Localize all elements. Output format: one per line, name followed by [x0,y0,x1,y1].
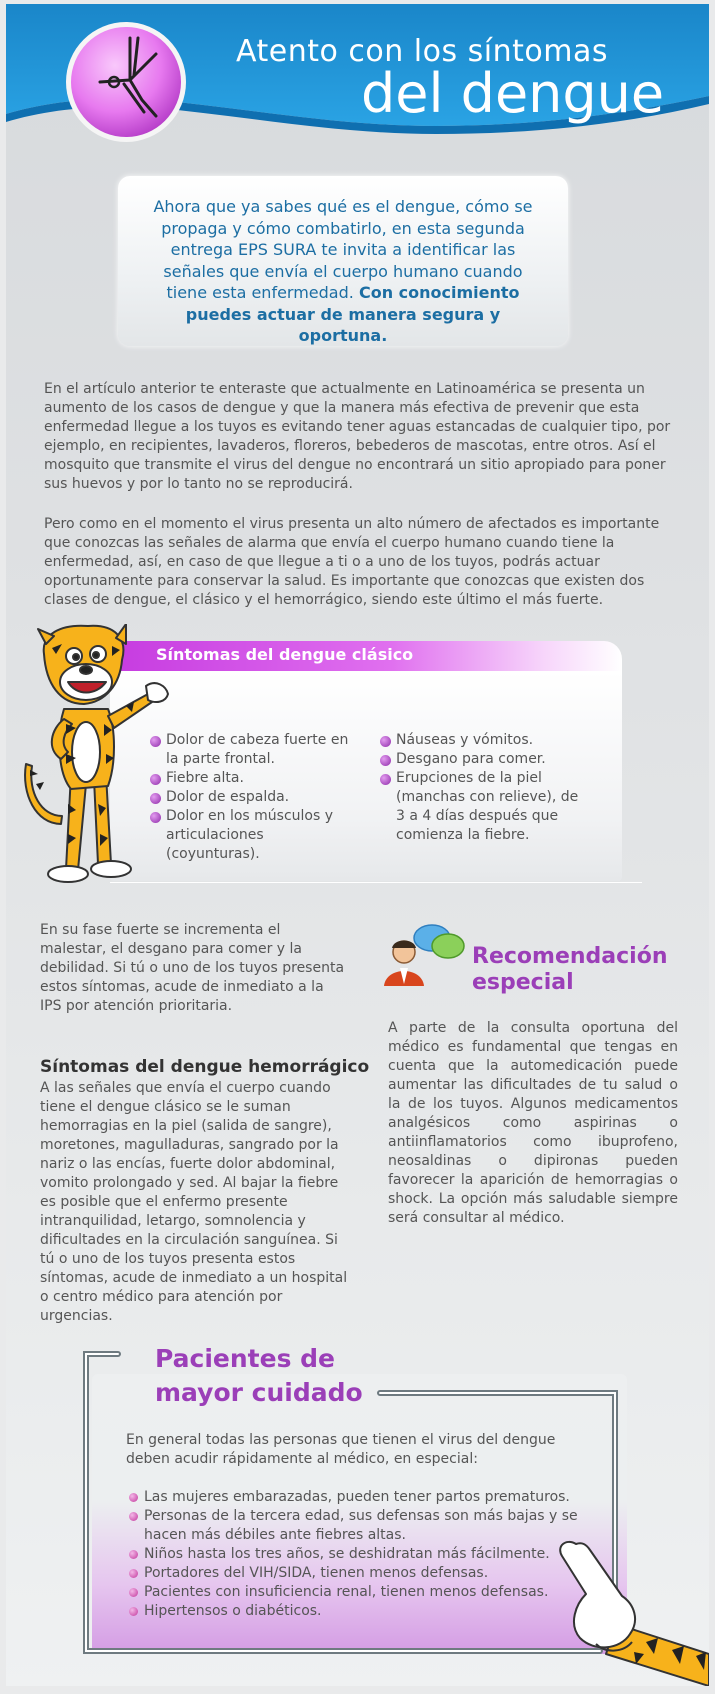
bullet-icon [129,1493,138,1502]
header-title-line2: del dengue [361,62,665,125]
classic-symptoms-list-right [380,731,590,845]
classic-symptoms-title: Síntomas del dengue clásico [156,645,414,664]
bullet-icon [380,736,391,747]
infographic-page [6,4,709,1686]
tiger-mascot-icon [16,624,181,889]
divider [110,882,642,883]
bullet-icon [129,1607,138,1616]
list-item: Dolor de cabeza fuerte en la parte frontal. [150,731,350,769]
list-item: Dolor en los músculos y articulaciones (coyunturas). [150,807,350,864]
list-item: Las mujeres embarazadas, pueden tener partos prematuros. [128,1488,598,1507]
hemorragico-text: A las señales que envía el cuerpo cuando tiene el dengue clásico se le suman hemorragias en la piel (salida de sangre), moretones, magulladuras, sangrado por la nariz o las encías, fuerte dolor abdominal, vomito prolongado y sed. Al bajar la fiebre es posible que el enfermo presente intranquilidad, letargo, somnolencia y dificultades en la circulación sanguínea. Si tú o uno de los tuyos presenta estos síntomas, acude de inmediato a un hospital o centro médico para atención por urgencias. [40,1080,348,1324]
list-item: Personas de la tercera edad, sus defensas son más bajas y se hacen más débiles ante fiebres altas. [128,1507,598,1545]
list-item: Erupciones de la piel (manchas con relieve), de 3 a 4 días después que comienza la fiebre. [380,769,590,845]
recomendacion-title: Recomendación especial [472,944,668,995]
bullet-icon [380,774,391,785]
tiger-paw-icon [546,1534,709,1686]
list-item: Fiebre alta. [150,769,350,788]
list-item: Dolor de espalda. [150,788,350,807]
intro-highlight: Con conocimiento puedes actuar de manera segura y oportuna. [185,283,520,345]
classic-symptoms-panel [110,641,622,881]
paragraph-1: En el artículo anterior te enteraste que actualmente en Latinoamérica se presenta un aumento de los casos de dengue y que la manera más efectiva de prevenir que esta enfermedad llegue a los tuyos es evitando tener aguas estancadas de cualquier tipo, por ejemplo, en recipientes, lavaderos, floreros, bebederos de mascotas, entre otros. Así el mosquito que transmite el virus del dengue no encontrará un sitio apropiado para poner sus huevos y por lo tanto no se reproducirá. [44,381,671,492]
list-item: Niños hasta los tres años, se deshidratan más fácilmente. [128,1545,598,1564]
list-item: Portadores del VIH/SIDA, tienen menos defensas. [128,1564,598,1583]
pacientes-intro: En general todas las personas que tienen el virus del dengue deben acudir rápidamente al médico, en especial: [126,1432,556,1467]
paragraph-2: Pero como en el momento el virus presenta un alto número de afectados es importante que conozcas las señales de alarma que envía el cuerpo humano cuando tiene la enfermedad, así, en caso de que llegue a ti o a uno de los tuyos, podrás actuar oportunamente para conservar la salud. Es importante que conozcas que existen dos clases de dengue, el clásico y el hemorrágico, siendo este último el más fuerte. [44,516,660,608]
header-title-line1: Atento con los síntomas [236,34,608,69]
recomendacion-text: A parte de la consulta oportuna del médico es fundamental que tengas en cuenta que la automedicación puede aumentar las dificultades de tu salud o la de los tuyos. Algunos medicamentos analgésicos como aspirinas o antiinflamatorios como ibuprofeno, neosaldinas o dipironas pueden favorecer la aparición de hemorragias o shock. La opción más saludable siempre será consultar al médico. [388,1020,678,1226]
pacientes-title: Pacientes de mayor cuidado [155,1344,363,1407]
bullet-icon [129,1588,138,1597]
list-item: Desgano para comer. [380,750,590,769]
pacientes-list [128,1488,598,1621]
list-item: Náuseas y vómitos. [380,731,590,750]
bullet-icon [129,1569,138,1578]
mosquito-icon [64,20,189,145]
fase-fuerte-text: En su fase fuerte se incrementa el malestar, el desgano para comer y la debilidad. Si tú o uno de los tuyos presenta estos síntomas, acude de inmediato a la IPS por atención prioritaria. [40,922,345,1014]
classic-symptoms-header [110,641,622,671]
bullet-icon [129,1550,138,1559]
intro-text: Ahora que ya sabes qué es el dengue, cómo se propaga y cómo combatirlo, en esta segunda entrega EPS SURA te invita a identificar las señales que envía el cuerpo humano cuando tiene esta enfermedad. Con conocimiento puedes actuar de manera segura y oportuna. [153,197,533,345]
intro-box [118,176,568,346]
bullet-icon [380,755,391,766]
list-item: Pacientes con insuficiencia renal, tienen menos defensas. [128,1583,598,1602]
list-item: Hipertensos o diabéticos. [128,1602,598,1621]
hemorragico-title: Síntomas del dengue hemorrágico [40,1057,370,1077]
doctor-chat-icon [382,922,468,992]
bullet-icon [129,1512,138,1521]
